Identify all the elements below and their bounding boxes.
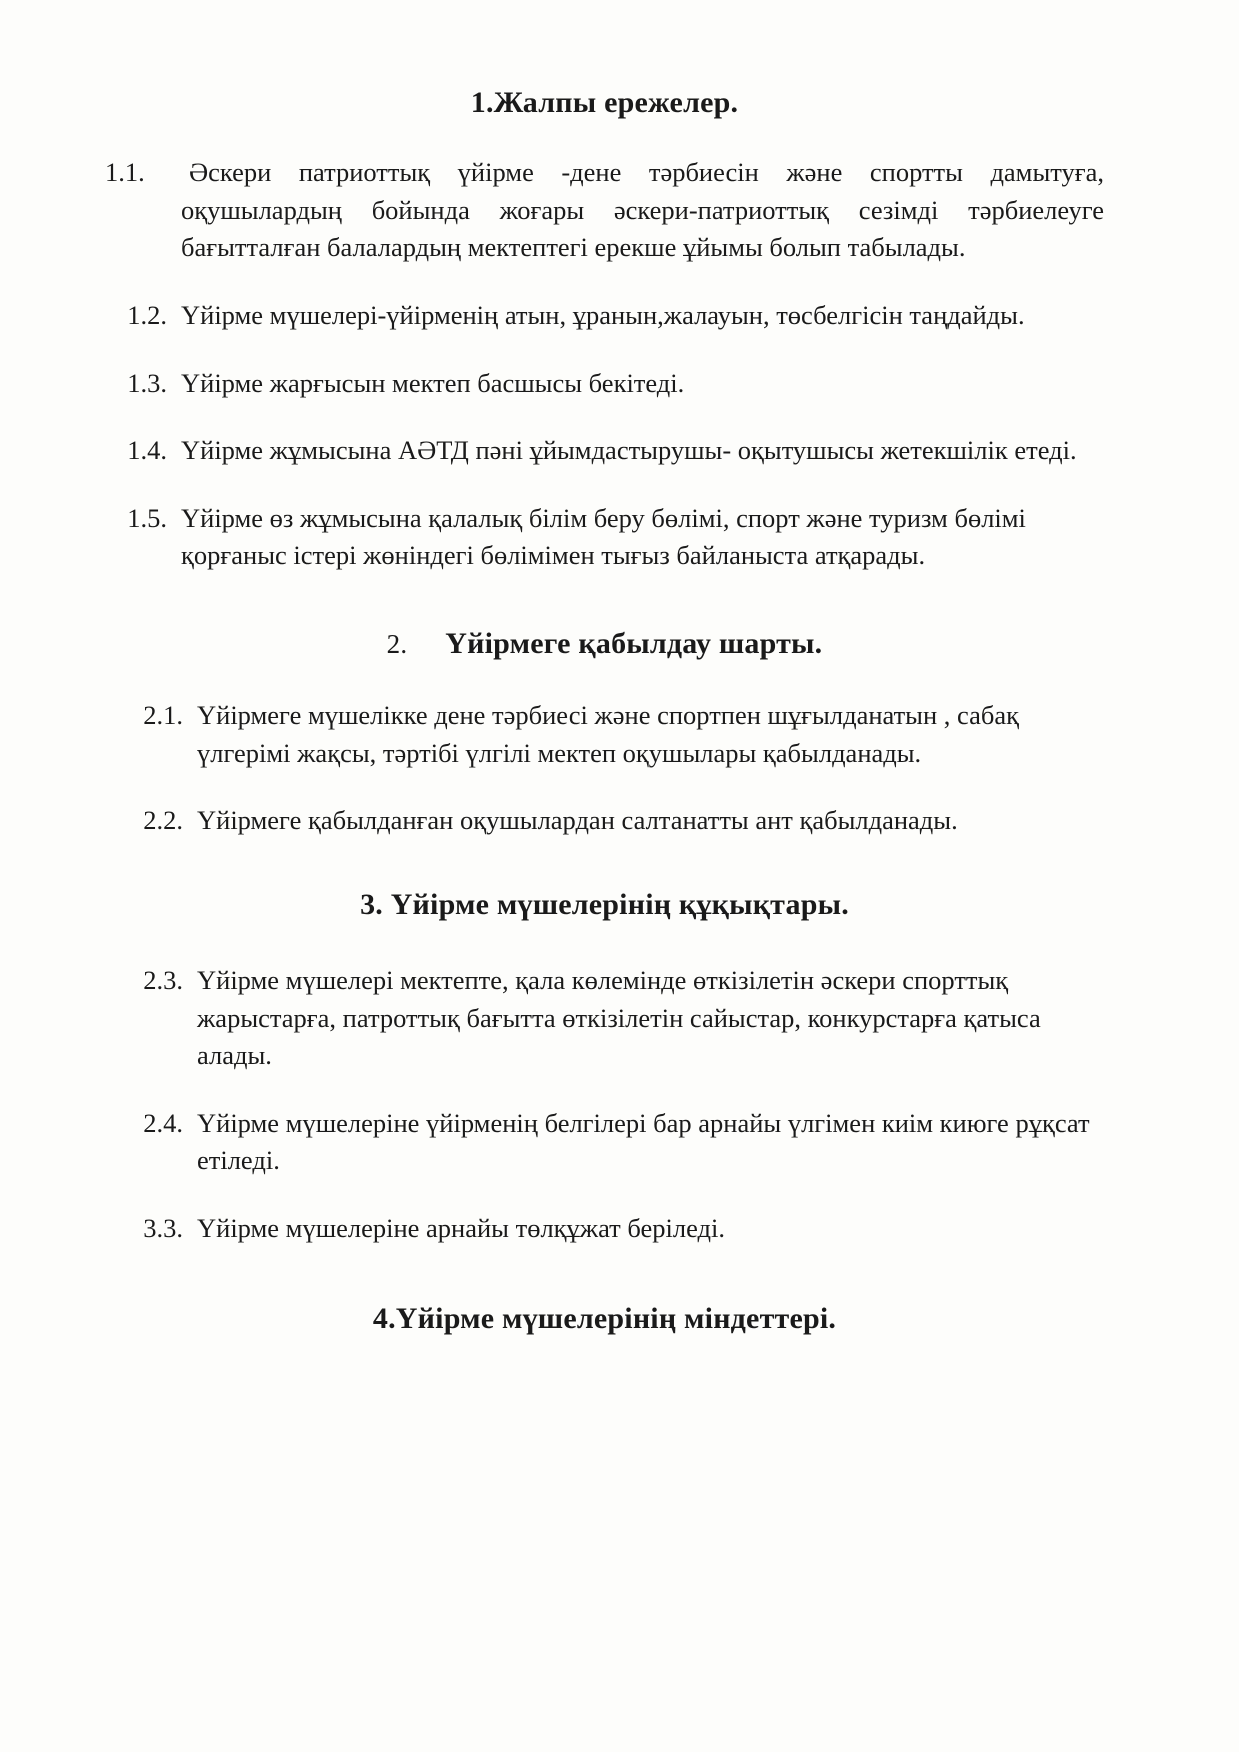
- paragraph-number: 1.4.: [127, 435, 167, 466]
- paragraph-text: Үйірме мүшелері мектепте, қала көлемінде өткізілетін әскери спорттық жарыстарға, патроттық бағытта өткізілетін сайыстар, конкурстарға қатыса алады.: [197, 964, 1041, 1071]
- paragraph-1-2: [105, 297, 1104, 335]
- paragraph-number: 1.3.: [127, 367, 167, 398]
- paragraph-number: 3.3.: [143, 1213, 183, 1243]
- paragraph-text: Үйірме мүшелеріне арнайы төлқұжат беріледі.: [197, 1213, 725, 1243]
- paragraph-number: 2.3.: [143, 964, 183, 995]
- paragraph-number: 2.2.: [143, 805, 183, 836]
- paragraph-text: Әскери патриоттық үйірме -дене тәрбиесін және спортты дамытуға, оқушылардың бойында жоғары әскери-патриоттық сезімді тәрбиелеуге бағытталған балалардың мектептегі ерекше ұйымы болып табылады.: [181, 157, 1104, 263]
- paragraph-2-3: [105, 962, 1104, 1075]
- paragraph-2-2: [105, 802, 1104, 840]
- paragraph-number: 2.4.: [143, 1107, 183, 1138]
- paragraph-1-1: [105, 154, 1104, 267]
- paragraph-3-3: [105, 1210, 1104, 1248]
- section-heading-3: 3. Үйірме мүшелерінің құқықтары.: [360, 887, 849, 921]
- paragraph-1-4: [105, 432, 1104, 470]
- section-heading-2-text: Үйірмеге қабылдау шарты.: [445, 627, 823, 660]
- paragraph-number: 2.1.: [143, 700, 183, 730]
- section-heading-4: 4.Үйірме мүшелерінің міндеттері.: [372, 1301, 837, 1335]
- paragraph-number: 1.1.: [105, 157, 145, 187]
- paragraph-2-1: [105, 697, 1104, 772]
- paragraph-text: Үйірме жұмысына АӘТД пәні ұйымдастырушы- оқытушысы жетекшілік етеді.: [181, 435, 1077, 466]
- section-heading-1: 1.Жалпы ережелер.: [470, 86, 739, 119]
- paragraph-text: Үйірмеге мүшелікке дене тәрбиесі және спортпен шұғылданатын , сабақ үлгерімі жақсы, тәртібі үлгілі мектеп оқушылары қабылданады.: [197, 700, 1019, 768]
- section-heading-2: [105, 627, 1104, 661]
- paragraph-number: 1.5.: [127, 502, 167, 533]
- paragraph-1-3: [105, 365, 1104, 403]
- section-heading-2-number: 2.: [386, 629, 408, 659]
- paragraph-text: Үйірмеге қабылданған оқушылардан салтанатты ант қабылданады.: [197, 805, 958, 836]
- paragraph-1-5: [105, 500, 1104, 575]
- paragraph-text: Үйірме мүшелері-үйірменің атын, ұранын,жалауын, төсбелгісін таңдайды.: [181, 299, 1025, 330]
- paragraph-number: 1.2.: [127, 299, 167, 330]
- paragraph-text: Үйірме өз жұмысына қалалық білім беру бөлімі, спорт және туризм бөлімі қорғаныс істері жөніндегі бөлімімен тығыз байланыста атқарады.: [181, 502, 1026, 571]
- paragraph-text: Үйірме мүшелеріне үйірменің белгілері бар арнайы үлгімен киім киюге рұқсат етіледі.: [197, 1107, 1090, 1176]
- paragraph-text: Үйірме жарғысын мектеп басшысы бекітеді.: [181, 367, 685, 398]
- paragraph-2-4: [105, 1105, 1104, 1180]
